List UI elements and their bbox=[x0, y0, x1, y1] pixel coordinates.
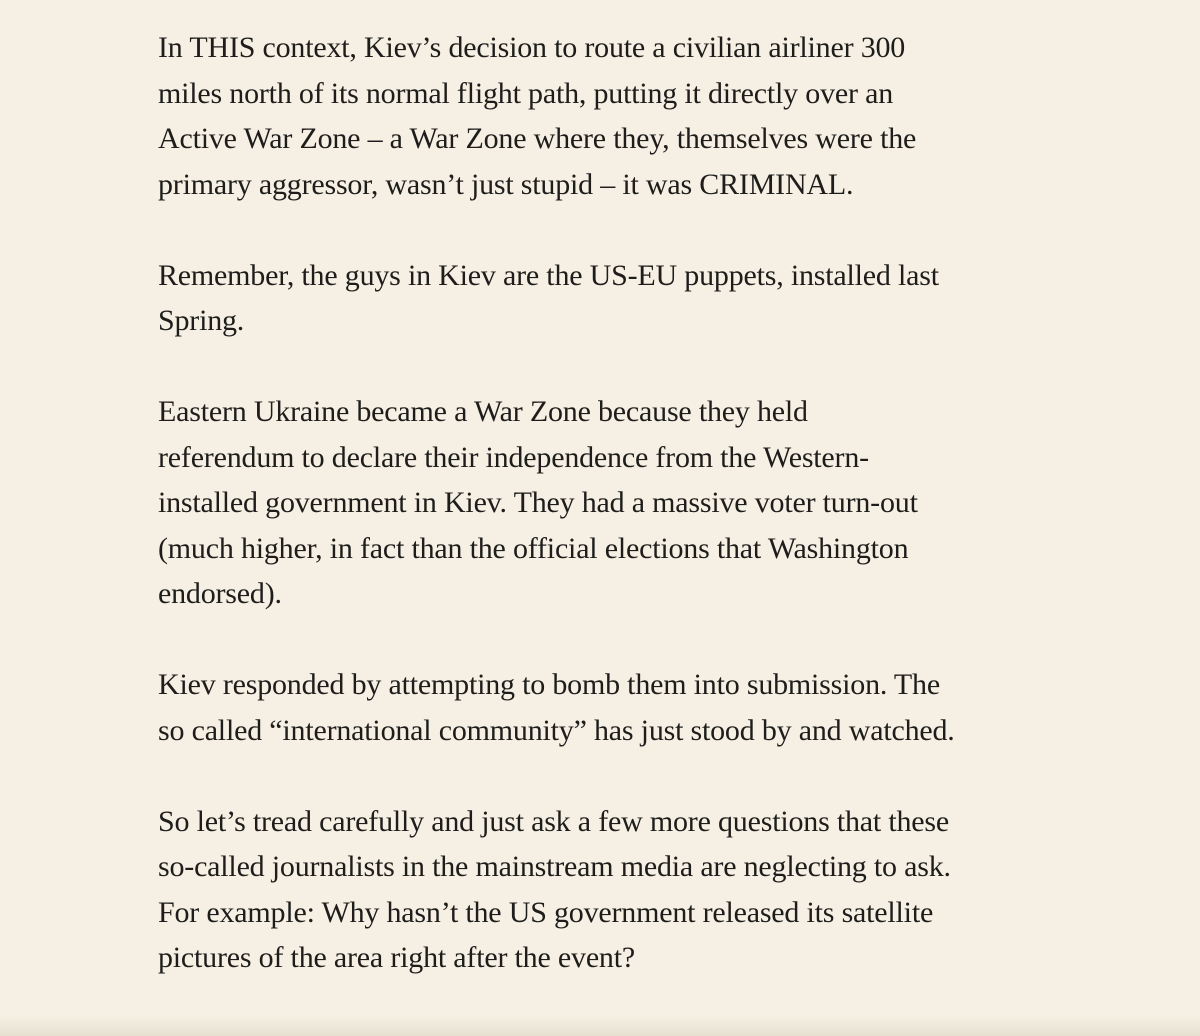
text-line: installed government in Kiev. They had a massive voter turn-out bbox=[158, 486, 918, 519]
paragraph-criminal-route bbox=[158, 25, 1058, 207]
text-line: referendum to declare their independence from the Western- bbox=[158, 440, 869, 474]
text-line: so called “international community” has just stood by and watched. bbox=[158, 713, 955, 747]
text-line: Active War Zone – a War Zone where they, themselves were the bbox=[158, 122, 917, 155]
text-line: primary aggressor, wasn’t just stupid – it was CRIMINAL. bbox=[158, 167, 854, 201]
text-line: endorsed). bbox=[158, 577, 282, 610]
text-line: Remember, the guys in Kiev are the US-EU puppets, installed last bbox=[158, 258, 939, 292]
text-line: Kiev responded by attempting to bomb them into submission. The bbox=[158, 668, 940, 701]
text-line: In THIS context, Kiev’s decision to route a civilian airliner 300 bbox=[158, 31, 906, 64]
bottom-edge-shadow bbox=[0, 1016, 1200, 1036]
paragraph-bombing bbox=[158, 662, 1058, 753]
text-line: pictures of the area right after the event? bbox=[158, 941, 635, 974]
paragraph-questions bbox=[158, 799, 1058, 981]
text-line: (much higher, in fact than the official elections that Washington bbox=[158, 531, 909, 565]
paragraph-puppets bbox=[158, 253, 1058, 344]
text-line: Eastern Ukraine became a War Zone because they held bbox=[158, 395, 808, 428]
article-body bbox=[158, 25, 1058, 1026]
text-line: For example: Why hasn’t the US government released its satellite bbox=[158, 895, 934, 929]
text-line: Spring. bbox=[158, 304, 245, 337]
text-line: so-called journalists in the mainstream media are neglecting to ask. bbox=[158, 850, 951, 883]
text-line: So let’s tread carefully and just ask a few more questions that these bbox=[158, 804, 949, 838]
text-line: miles north of its normal flight path, putting it directly over an bbox=[158, 76, 893, 110]
paragraph-referendum bbox=[158, 389, 1058, 617]
